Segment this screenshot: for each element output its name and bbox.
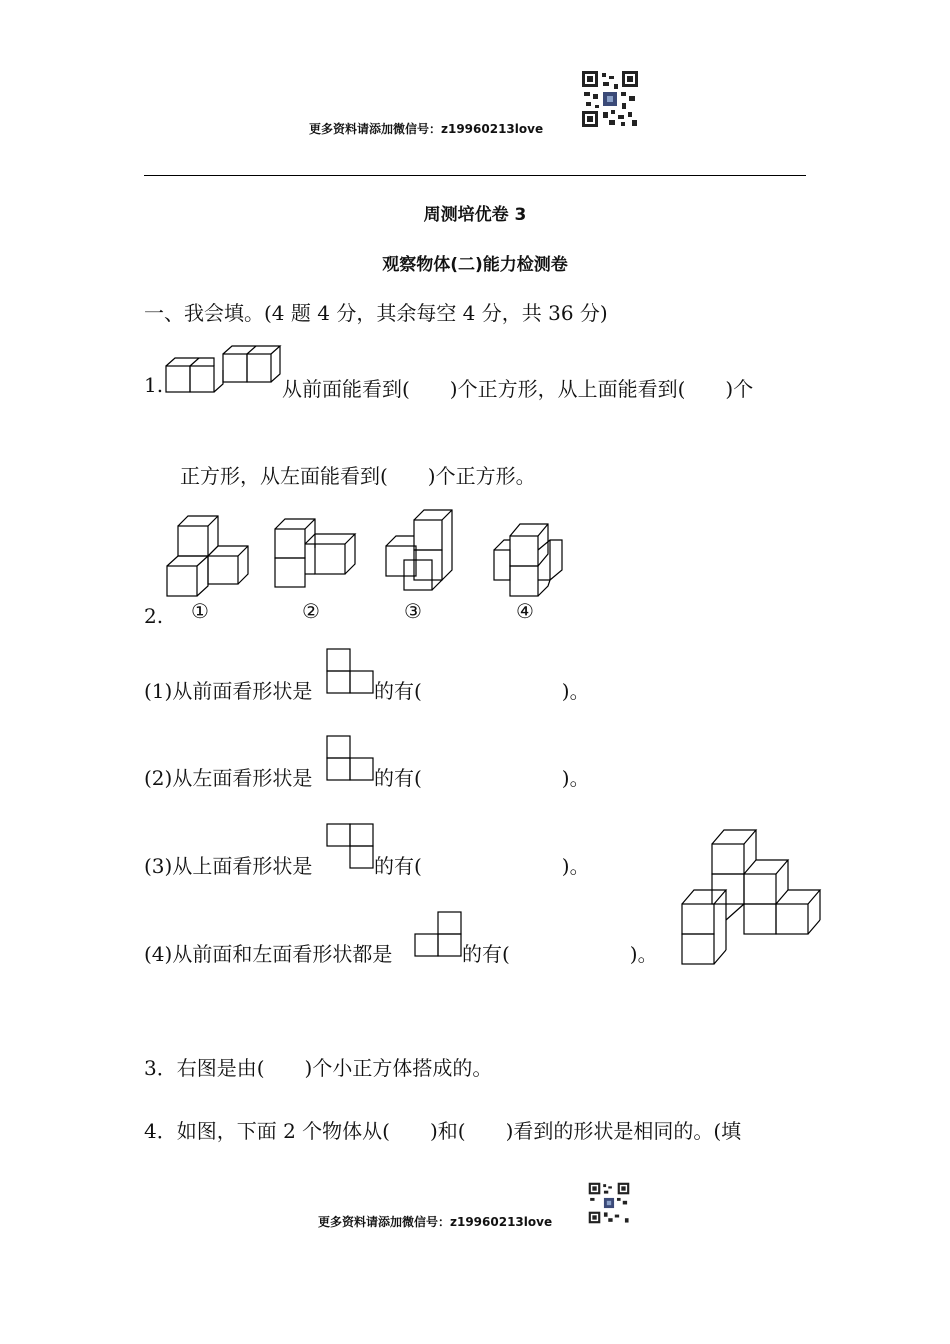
- figure-1: [167, 516, 248, 596]
- q2-sub3-suffix: 的有( )。: [374, 854, 590, 878]
- q2-sub3-prefix: (3)从上面看形状是: [144, 854, 313, 878]
- q2-sub2-suffix: 的有( )。: [374, 766, 590, 790]
- page-subtitle: 观察物体(二)能力检测卷: [382, 255, 568, 275]
- qr-code-icon: [581, 70, 639, 128]
- q2-sub4-prefix: (4)从前面和左面看形状都是: [144, 942, 393, 966]
- figure-label-1: ①: [191, 599, 209, 623]
- q2-sub4-suffix: 的有( )。: [462, 942, 658, 966]
- q2-sub4-shape: [414, 911, 462, 957]
- q2-sub2-shape: [326, 735, 374, 781]
- figure-label-3: ③: [404, 599, 422, 623]
- q2-sub3-shape: [326, 823, 374, 869]
- header-wechat-text: 更多资料请添加微信号：z19960213love: [309, 122, 544, 136]
- q2-sub1-shape: [326, 648, 374, 694]
- q1-line2: 正方形，从左面能看到( )个正方形。: [180, 464, 536, 488]
- figure-2: [275, 519, 355, 587]
- q1-cube-figure: [164, 344, 282, 396]
- figure-label-2: ②: [302, 599, 320, 623]
- q1-line1: 从前面能看到( )个正方形，从上面能看到( )个: [282, 377, 754, 401]
- q1-number: 1.: [144, 373, 164, 397]
- footer-wechat-text: 更多资料请添加微信号：z19960213love: [318, 1215, 553, 1229]
- figure-3: [386, 510, 452, 590]
- section-heading: 一、我会填。(4 题 4 分，其余每空 4 分，共 36 分): [144, 301, 608, 325]
- header-divider: [144, 175, 806, 176]
- q3-cube-stack-figure: [680, 826, 825, 971]
- q2-sub2-prefix: (2)从左面看形状是: [144, 766, 313, 790]
- q2-figures: [164, 508, 584, 600]
- footer-qr-code-icon: [588, 1182, 630, 1224]
- q2-sub1-suffix: 的有( )。: [374, 679, 590, 703]
- figure-4: [494, 524, 562, 596]
- q2-sub1-prefix: (1)从前面看形状是: [144, 679, 313, 703]
- q2-number: 2.: [144, 604, 164, 628]
- figure-label-4: ④: [516, 599, 534, 623]
- q3-text: 3．右图是由( )个小正方体搭成的。: [144, 1056, 493, 1080]
- page-title: 周测培优卷 3: [423, 205, 527, 225]
- q4-text: 4．如图，下面 2 个物体从( )和( )看到的形状是相同的。(填: [144, 1119, 742, 1143]
